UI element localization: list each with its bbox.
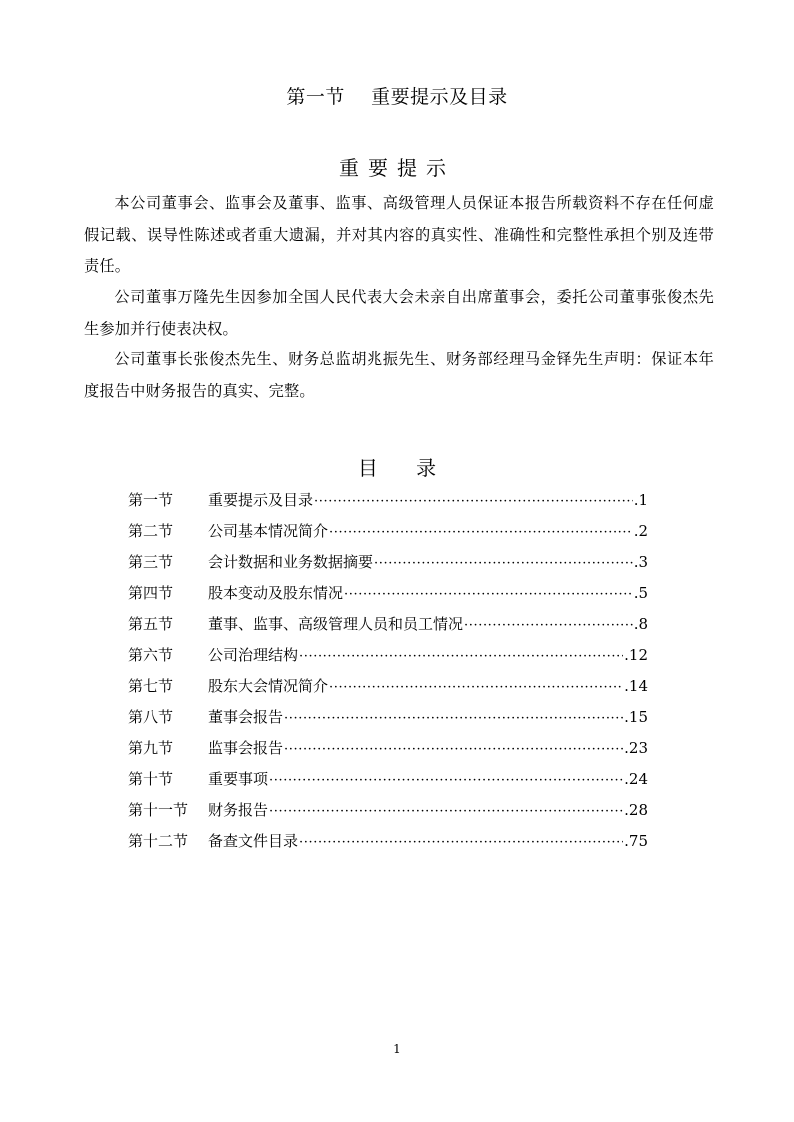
toc-chapter: 第一节 [128,491,174,509]
toc-entry-name: 会计数据和业务数据摘要 [208,553,374,571]
toc-dot-leader [344,587,633,602]
toc-entry[interactable] [128,675,648,706]
toc-entry-name: 董事会报告 [208,708,284,726]
toc-entry-name: 重要事项 [208,770,269,788]
toc-dot-leader [374,556,633,571]
toc-chapter: 第八节 [128,708,174,726]
notice-paragraph-statement: 公司董事长张俊杰先生、财务总监胡兆振先生、财务部经理马金铎先生声明：保证本年度报告中财务报告的真实、完整。 [84,350,714,400]
toc-entry-name: 重要提示及目录 [208,491,314,509]
toc-chapter: 第四节 [128,584,174,602]
toc-entry-name: 董事、监事、高级管理人员和员工情况 [208,615,464,633]
toc-page-number: .14 [624,677,648,695]
toc-page-number: .8 [633,615,648,633]
toc-dot-leader [299,649,623,664]
toc-dot-leader [269,804,623,819]
toc-entry[interactable] [128,582,648,613]
toc-page-number: .15 [624,708,648,726]
toc-chapter: 第三节 [128,553,174,571]
toc-chapter: 第十一节 [128,801,189,819]
toc-chapter: 第六节 [128,646,174,664]
toc-entry[interactable] [128,768,648,799]
toc-chapter: 第十节 [128,770,174,788]
toc-chapter: 第九节 [128,739,174,757]
toc-entry[interactable] [128,830,648,861]
toc-dot-leader [284,711,623,726]
toc-entry[interactable] [128,551,648,582]
toc-page-number: .12 [624,646,648,664]
notice-title: 重要提示 [339,156,455,180]
toc-page-number: .2 [633,522,648,540]
toc-entry[interactable] [128,706,648,737]
toc-entry[interactable] [128,489,648,520]
toc-dot-leader [269,773,623,788]
toc-entry[interactable] [128,799,648,830]
notice-paragraph-responsibility: 本公司董事会、监事会及董事、监事、高级管理人员保证本报告所载资料不存在任何虚假记载、误导性陈述或者重大遗漏，并对其内容的真实性、准确性和完整性承担个别及连带责任。 [84,194,714,275]
toc-title: 目 录 [357,456,437,480]
toc-dot-leader [464,618,633,633]
toc-dot-leader [329,525,633,540]
section-title: 第一节 重要提示及目录 [286,86,508,108]
toc-entry-name: 监事会报告 [208,739,284,757]
page-number: 1 [393,1042,401,1056]
toc-entry[interactable] [128,520,648,551]
toc-entry-name: 公司基本情况简介 [208,522,329,540]
toc-entry-name: 公司治理结构 [208,646,299,664]
toc-page-number: .28 [624,801,648,819]
toc-entry-name: 备查文件目录 [208,832,299,850]
toc-page-number: .75 [624,832,648,850]
toc-dot-leader [299,835,623,850]
toc-chapter: 第十二节 [128,832,189,850]
toc-entry-name: 股东大会情况简介 [208,677,329,695]
toc-page-number: .24 [624,770,648,788]
toc-dot-leader [314,494,633,509]
toc-dot-leader [284,742,623,757]
toc-entry[interactable] [128,644,648,675]
notice-paragraph-proxy: 公司董事万隆先生因参加全国人民代表大会未亲自出席董事会，委托公司董事张俊杰先生参加并行使表决权。 [84,288,714,338]
toc-entry-name: 股本变动及股东情况 [208,584,344,602]
toc-page-number: .5 [633,584,648,602]
toc-entry-name: 财务报告 [208,801,269,819]
table-of-contents [128,489,648,861]
toc-chapter: 第五节 [128,615,174,633]
toc-chapter: 第七节 [128,677,174,695]
toc-dot-leader [329,680,623,695]
toc-page-number: .3 [633,553,648,571]
toc-page-number: .23 [624,739,648,757]
toc-entry[interactable] [128,613,648,644]
toc-entry[interactable] [128,737,648,768]
toc-page-number: .1 [633,491,648,509]
toc-chapter: 第二节 [128,522,174,540]
